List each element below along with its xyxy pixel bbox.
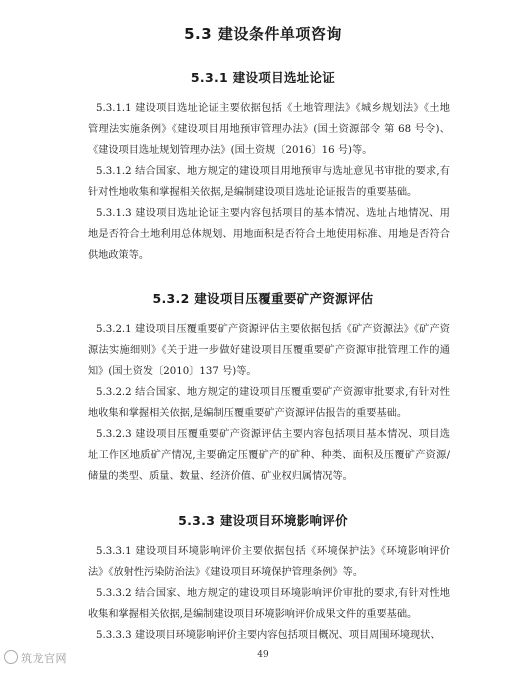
paragraph-5-3-3-1: 5.3.3.1 建设项目环境影响评价主要依据包括《环境保护法》《环境影响评价法》《放射性污染防治法》《建设项目环境保护管理条例》等。 xyxy=(88,546,450,578)
watermark-logo-icon xyxy=(4,650,18,664)
paragraph-5-3-2-1: 5.3.2.1 建设项目压覆重要矿产资源评估主要依据包括《矿产资源法》《矿产资源法实施细则》《关于进一步做好建设项目压覆重要矿产资源审批管理工作的通知》(国土资发〔2010〕137 号)等。 xyxy=(88,324,450,377)
section-title: 5.3 建设条件单项咨询 xyxy=(184,25,342,43)
paragraph-5-3-1-3: 5.3.1.3 建设项目选址论证主要内容包括项目的基本情况、选址占地情况、用地是否符合土地利用总体规划、用地面积是否符合土地使用标准、用地是否符合供地政策等。 xyxy=(88,208,450,261)
page-number: 49 xyxy=(257,650,269,660)
paragraph-5-3-1-2: 5.3.1.2 结合国家、地方规定的建设项目用地预审与选址意见书审批的要求,有针对性地收集和掌握相关依据,是编制建设项目选址论证报告的重要基础。 xyxy=(88,166,450,198)
paragraph-5-3-3-2: 5.3.3.2 结合国家、地方规定的建设项目环境影响评价审批的要求,有针对性地收集和掌握相关依据,是编制建设项目环境影响评价成果文件的重要基础。 xyxy=(88,588,450,620)
subsection-title-5-3-2: 5.3.2 建设项目压覆重要矿产资源评估 xyxy=(152,291,374,306)
subsection-title-5-3-3: 5.3.3 建设项目环境影响评价 xyxy=(178,513,348,528)
watermark-text: 筑龙官网 xyxy=(21,652,67,665)
paragraph-5-3-1-1: 5.3.1.1 建设项目选址论证主要依据包括《土地管理法》《城乡规划法》《土地管理法实施条例》《建设项目用地预审管理办法》(国土资源部令 第 68 号令)、《建设项目选址规划管理办法》(国土资规〔2016〕16 号)等。 xyxy=(88,103,450,156)
paragraph-5-3-2-2: 5.3.2.2 结合国家、地方规定的建设项目压覆重要矿产资源审批要求,有针对性地收集和掌握相关依据,是编制压覆重要矿产资源评估报告的重要基础。 xyxy=(88,387,450,419)
paragraph-5-3-2-3: 5.3.2.3 建设项目压覆重要矿产资源评估主要内容包括项目基本情况、项目选址工作区地质矿产情况,主要确定压覆矿产的矿种、种类、面积及压覆矿产资源/储量的类型、质量、数量、经济价值、矿业权归属情况等。 xyxy=(88,429,450,482)
subsection-title-5-3-1: 5.3.1 建设项目选址论证 xyxy=(190,70,336,85)
paragraph-5-3-3-3: 5.3.3.3 建设项目环境影响评价主要内容包括项目概况、项目周围环境现状、 xyxy=(96,630,441,641)
watermark xyxy=(4,650,67,666)
